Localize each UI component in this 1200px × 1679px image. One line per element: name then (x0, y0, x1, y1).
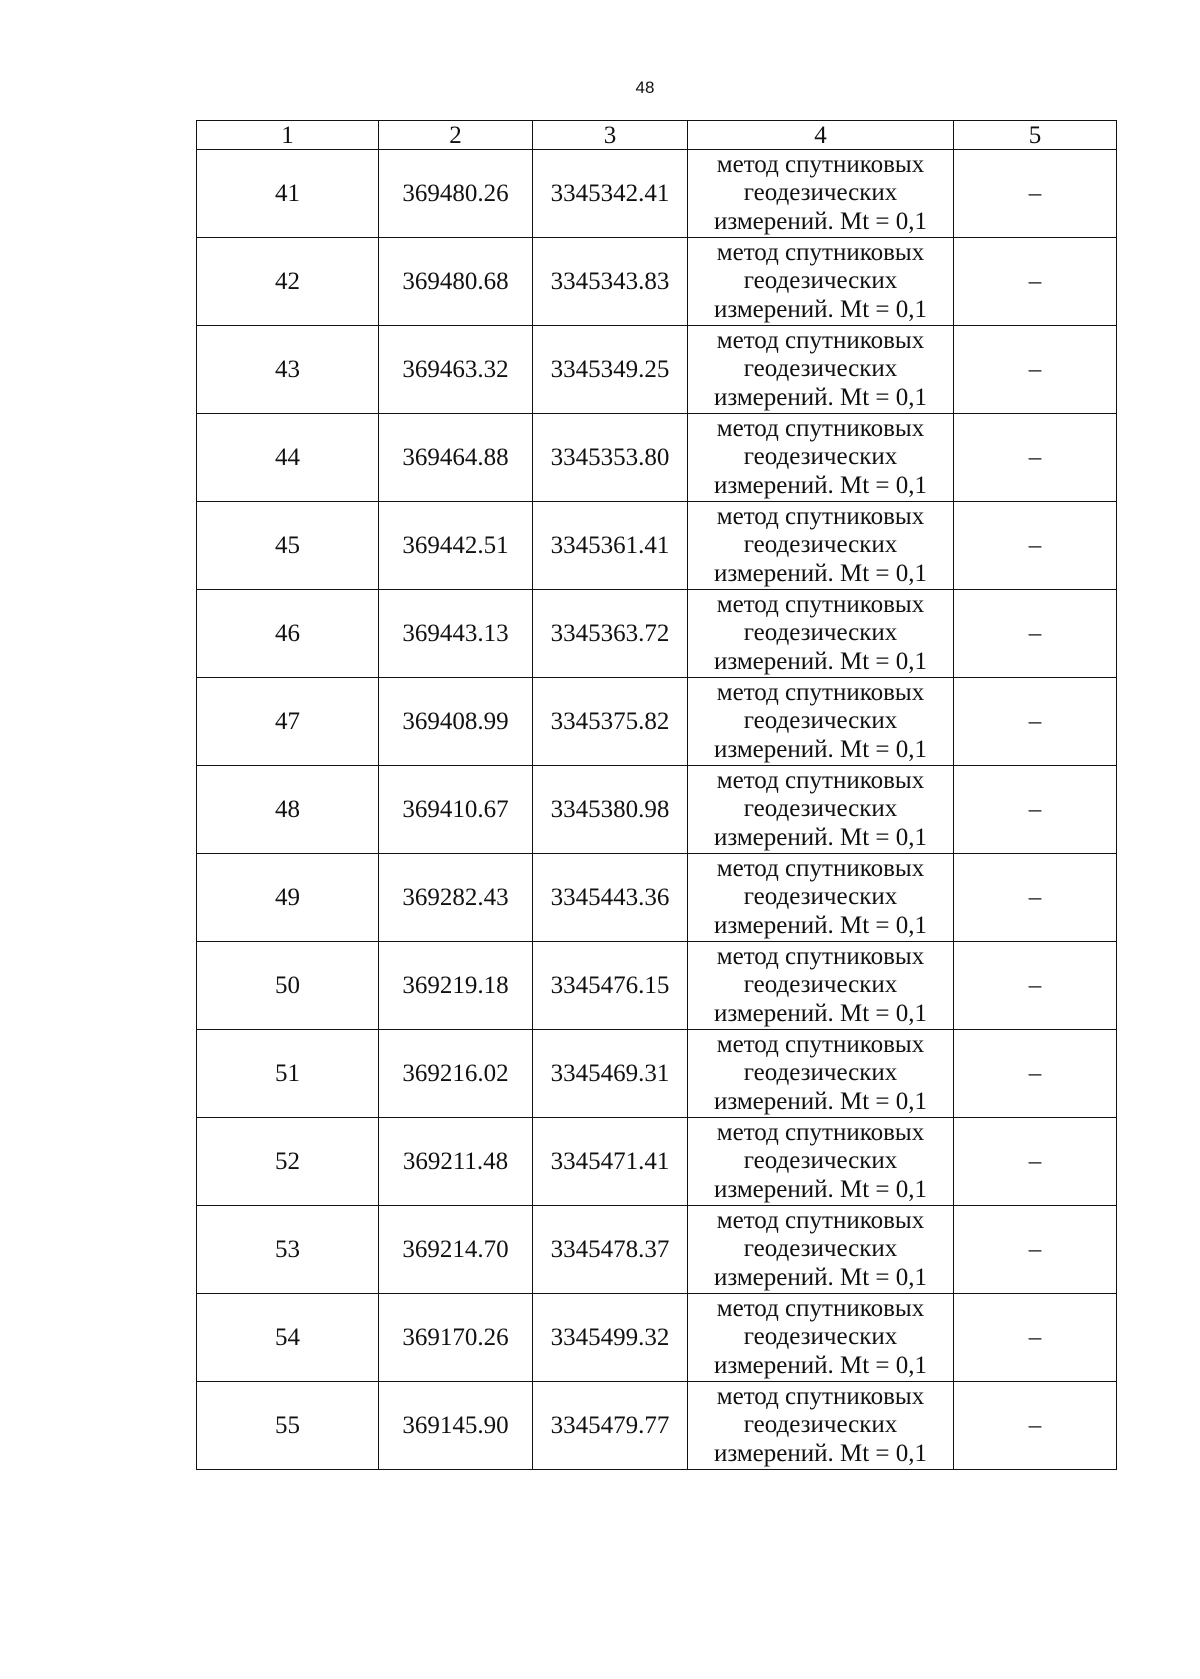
header-cell: 2 (379, 121, 533, 150)
table-row (197, 1118, 1117, 1206)
point-number-cell: 45 (197, 502, 379, 590)
y-coordinate-cell: 3345499.32 (533, 1294, 688, 1382)
method-line: геодезических (743, 531, 898, 559)
point-number-cell: 49 (197, 854, 379, 942)
y-coordinate-cell: 3345343.83 (533, 238, 688, 326)
y-coordinate-cell: 3345443.36 (533, 854, 688, 942)
method-line: геодезических (743, 1411, 898, 1439)
method-line: геодезических (743, 267, 898, 295)
note-cell: – (954, 326, 1117, 414)
method-line: геодезических (743, 1235, 898, 1263)
method-line: геодезических (743, 443, 898, 471)
point-number-cell: 42 (197, 238, 379, 326)
y-coordinate-cell: 3345479.77 (533, 1382, 688, 1470)
y-coordinate-cell: 3345361.41 (533, 502, 688, 590)
method-line: метод спутниковых (716, 1294, 925, 1322)
method-line: измерений. Mt = 0,1 (713, 999, 928, 1027)
table-row (197, 1030, 1117, 1118)
point-number-cell: 48 (197, 766, 379, 854)
method-line: измерений. Mt = 0,1 (713, 1263, 928, 1291)
table-row (197, 766, 1117, 854)
note-cell: – (954, 238, 1117, 326)
method-cell (688, 1206, 954, 1294)
x-coordinate-cell: 369464.88 (379, 414, 533, 502)
method-line: метод спутниковых (716, 150, 925, 178)
method-line: измерений. Mt = 0,1 (713, 1175, 928, 1203)
coordinates-table (196, 120, 1117, 1470)
point-number-cell: 47 (197, 678, 379, 766)
method-cell (688, 590, 954, 678)
method-line: метод спутниковых (716, 590, 925, 618)
y-coordinate-cell: 3345375.82 (533, 678, 688, 766)
header-cell: 4 (688, 121, 954, 150)
note-cell: – (954, 854, 1117, 942)
y-coordinate-cell: 3345353.80 (533, 414, 688, 502)
note-cell: – (954, 766, 1117, 854)
method-cell (688, 1030, 954, 1118)
table-row (197, 590, 1117, 678)
x-coordinate-cell: 369216.02 (379, 1030, 533, 1118)
method-cell (688, 150, 954, 238)
method-line: геодезических (743, 1147, 898, 1175)
method-line: измерений. Mt = 0,1 (713, 1087, 928, 1115)
method-line: метод спутниковых (716, 678, 925, 706)
table-body (197, 150, 1117, 1470)
y-coordinate-cell: 3345469.31 (533, 1030, 688, 1118)
point-number-cell: 50 (197, 942, 379, 1030)
method-line: геодезических (743, 619, 898, 647)
method-line: измерений. Mt = 0,1 (713, 911, 928, 939)
table-row (197, 502, 1117, 590)
method-line: метод спутниковых (716, 1206, 925, 1234)
note-cell: – (954, 942, 1117, 1030)
x-coordinate-cell: 369463.32 (379, 326, 533, 414)
method-line: метод спутниковых (716, 1030, 925, 1058)
method-line: измерений. Mt = 0,1 (713, 1439, 928, 1467)
method-line: геодезических (743, 355, 898, 383)
header-row (197, 121, 1117, 150)
method-line: метод спутниковых (716, 326, 925, 354)
table-row (197, 326, 1117, 414)
point-number-cell: 51 (197, 1030, 379, 1118)
method-line: метод спутниковых (716, 1118, 925, 1146)
note-cell: – (954, 1030, 1117, 1118)
x-coordinate-cell: 369214.70 (379, 1206, 533, 1294)
page-number: 48 (635, 78, 655, 97)
method-line: метод спутниковых (716, 238, 925, 266)
method-cell (688, 854, 954, 942)
table-row (197, 678, 1117, 766)
x-coordinate-cell: 369443.13 (379, 590, 533, 678)
method-cell (688, 502, 954, 590)
y-coordinate-cell: 3345380.98 (533, 766, 688, 854)
method-line: метод спутниковых (716, 942, 925, 970)
point-number-cell: 53 (197, 1206, 379, 1294)
method-line: измерений. Mt = 0,1 (713, 735, 928, 763)
method-line: геодезических (743, 707, 898, 735)
method-cell (688, 942, 954, 1030)
point-number-cell: 52 (197, 1118, 379, 1206)
y-coordinate-cell: 3345471.41 (533, 1118, 688, 1206)
method-line: измерений. Mt = 0,1 (713, 1351, 928, 1379)
x-coordinate-cell: 369145.90 (379, 1382, 533, 1470)
note-cell: – (954, 1206, 1117, 1294)
method-line: метод спутниковых (716, 766, 925, 794)
header-cell: 3 (533, 121, 688, 150)
method-line: геодезических (743, 795, 898, 823)
method-line: геодезических (743, 1323, 898, 1351)
note-cell: – (954, 414, 1117, 502)
point-number-cell: 54 (197, 1294, 379, 1382)
table-row (197, 238, 1117, 326)
point-number-cell: 41 (197, 150, 379, 238)
header-cell: 1 (197, 121, 379, 150)
note-cell: – (954, 1118, 1117, 1206)
table-row (197, 1294, 1117, 1382)
table-row (197, 150, 1117, 238)
x-coordinate-cell: 369442.51 (379, 502, 533, 590)
method-line: измерений. Mt = 0,1 (713, 471, 928, 499)
method-cell (688, 414, 954, 502)
method-line: метод спутниковых (716, 502, 925, 530)
x-coordinate-cell: 369480.26 (379, 150, 533, 238)
point-number-cell: 55 (197, 1382, 379, 1470)
table-row (197, 1382, 1117, 1470)
x-coordinate-cell: 369410.67 (379, 766, 533, 854)
x-coordinate-cell: 369170.26 (379, 1294, 533, 1382)
y-coordinate-cell: 3345476.15 (533, 942, 688, 1030)
method-line: геодезических (743, 883, 898, 911)
method-line: измерений. Mt = 0,1 (713, 647, 928, 675)
y-coordinate-cell: 3345342.41 (533, 150, 688, 238)
method-cell (688, 1382, 954, 1470)
method-cell (688, 238, 954, 326)
method-line: измерений. Mt = 0,1 (713, 207, 928, 235)
y-coordinate-cell: 3345349.25 (533, 326, 688, 414)
method-cell (688, 1294, 954, 1382)
note-cell: – (954, 590, 1117, 678)
method-cell (688, 678, 954, 766)
method-line: метод спутниковых (716, 414, 925, 442)
note-cell: – (954, 1382, 1117, 1470)
x-coordinate-cell: 369408.99 (379, 678, 533, 766)
method-line: измерений. Mt = 0,1 (713, 295, 928, 323)
method-line: измерений. Mt = 0,1 (713, 823, 928, 851)
method-line: геодезических (743, 179, 898, 207)
method-line: геодезических (743, 1059, 898, 1087)
point-number-cell: 43 (197, 326, 379, 414)
point-number-cell: 46 (197, 590, 379, 678)
method-line: измерений. Mt = 0,1 (713, 559, 928, 587)
x-coordinate-cell: 369480.68 (379, 238, 533, 326)
method-line: измерений. Mt = 0,1 (713, 383, 928, 411)
method-cell (688, 1118, 954, 1206)
method-line: метод спутниковых (716, 854, 925, 882)
note-cell: – (954, 678, 1117, 766)
table-row (197, 414, 1117, 502)
table-row (197, 942, 1117, 1030)
table-row (197, 1206, 1117, 1294)
method-line: метод спутниковых (716, 1382, 925, 1410)
header-cell: 5 (954, 121, 1117, 150)
x-coordinate-cell: 369211.48 (379, 1118, 533, 1206)
x-coordinate-cell: 369282.43 (379, 854, 533, 942)
method-line: геодезических (743, 971, 898, 999)
table-row (197, 854, 1117, 942)
method-cell (688, 766, 954, 854)
x-coordinate-cell: 369219.18 (379, 942, 533, 1030)
note-cell: – (954, 502, 1117, 590)
method-cell (688, 326, 954, 414)
y-coordinate-cell: 3345363.72 (533, 590, 688, 678)
note-cell: – (954, 1294, 1117, 1382)
y-coordinate-cell: 3345478.37 (533, 1206, 688, 1294)
note-cell: – (954, 150, 1117, 238)
point-number-cell: 44 (197, 414, 379, 502)
